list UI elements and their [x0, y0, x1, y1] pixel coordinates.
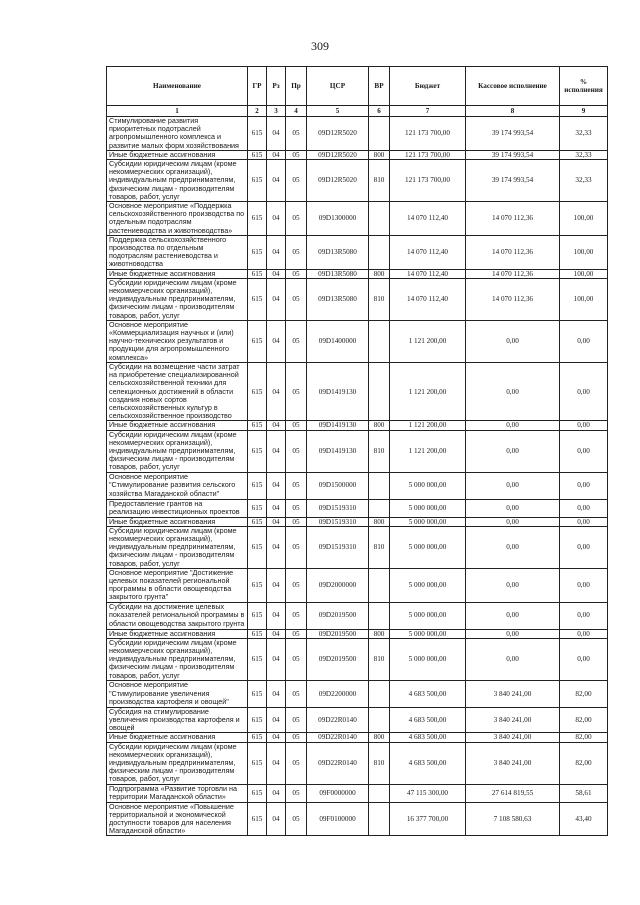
cell-csr: 09D1300000 — [307, 202, 369, 236]
cell-cash: 0,00 — [466, 602, 560, 629]
cell-rz: 04 — [267, 472, 286, 499]
table-row — [107, 602, 608, 629]
cell-vr — [369, 568, 390, 602]
cell-cash: 0,00 — [466, 526, 560, 568]
table-row — [107, 362, 608, 420]
cell-pct: 100,00 — [560, 202, 608, 236]
cell-budget: 5 000 000,00 — [390, 629, 466, 638]
cell-budget: 121 173 700,00 — [390, 150, 466, 159]
table-row — [107, 568, 608, 602]
cell-rz: 04 — [267, 202, 286, 236]
cell-pr: 05 — [286, 638, 307, 680]
cell-gr: 615 — [248, 517, 267, 526]
cell-rz: 04 — [267, 742, 286, 784]
cell-cash: 27 614 819,55 — [466, 784, 560, 802]
table-row — [107, 430, 608, 472]
cell-pct: 0,00 — [560, 362, 608, 420]
cell-gr: 615 — [248, 430, 267, 472]
cell-vr — [369, 602, 390, 629]
cell-budget: 1 121 200,00 — [390, 362, 466, 420]
cell-budget: 5 000 000,00 — [390, 517, 466, 526]
cell-rz: 04 — [267, 430, 286, 472]
cell-vr: 810 — [369, 278, 390, 320]
table-row — [107, 784, 608, 802]
page-number: 309 — [311, 39, 329, 53]
cell-csr: 09D2019500 — [307, 602, 369, 629]
cell-vr — [369, 320, 390, 362]
cell-pr: 05 — [286, 499, 307, 517]
cell-pct: 82,00 — [560, 680, 608, 707]
cell-rz: 04 — [267, 602, 286, 629]
cell-pr: 05 — [286, 802, 307, 836]
cell-cash: 14 070 112,36 — [466, 202, 560, 236]
cell-rz: 04 — [267, 802, 286, 836]
table-row — [107, 499, 608, 517]
cell-rz: 04 — [267, 629, 286, 638]
table-row — [107, 526, 608, 568]
cell-cash: 0,00 — [466, 430, 560, 472]
cell-name: Иные бюджетные ассигнования — [107, 269, 248, 278]
cell-pr: 05 — [286, 680, 307, 707]
cell-cash: 0,00 — [466, 472, 560, 499]
cell-vr: 800 — [369, 150, 390, 159]
cell-pr: 05 — [286, 430, 307, 472]
cell-rz: 04 — [267, 680, 286, 707]
cell-budget: 4 683 500,00 — [390, 680, 466, 707]
cell-vr — [369, 235, 390, 269]
cell-pct: 82,00 — [560, 707, 608, 733]
cell-name: Иные бюджетные ассигнования — [107, 733, 248, 742]
cell-vr: 800 — [369, 517, 390, 526]
cell-csr: 09D2019500 — [307, 638, 369, 680]
cell-gr: 615 — [248, 802, 267, 836]
cell-rz: 04 — [267, 638, 286, 680]
table-row — [107, 117, 608, 151]
table-row — [107, 707, 608, 733]
cell-pct: 0,00 — [560, 421, 608, 430]
cell-name: Основное мероприятие «Коммерциализация научных и (или) научно-технических результатов и продукции для агропромышленного комплекса» — [107, 320, 248, 362]
cell-vr: 810 — [369, 430, 390, 472]
cell-pr: 05 — [286, 362, 307, 420]
cell-name: Основное мероприятие "Стимулирование развития сельского хозяйства Магаданской области" — [107, 472, 248, 499]
cell-csr: 09D22R0140 — [307, 742, 369, 784]
cell-rz: 04 — [267, 235, 286, 269]
cell-vr — [369, 707, 390, 733]
cell-pct: 0,00 — [560, 517, 608, 526]
table-row — [107, 269, 608, 278]
cell-pr: 05 — [286, 742, 307, 784]
cell-budget: 47 115 300,00 — [390, 784, 466, 802]
cell-rz: 04 — [267, 160, 286, 202]
cell-gr: 615 — [248, 269, 267, 278]
cell-name: Субсидии на достижение целевых показателей региональной программы в области овощеводства закрытого грунта — [107, 602, 248, 629]
cell-pr: 05 — [286, 117, 307, 151]
cell-csr: 09D1419130 — [307, 430, 369, 472]
column-numbers-row — [107, 106, 608, 117]
table-row — [107, 680, 608, 707]
cell-pct: 43,40 — [560, 802, 608, 836]
cell-gr: 615 — [248, 320, 267, 362]
cell-cash: 14 070 112,36 — [466, 235, 560, 269]
cell-vr — [369, 802, 390, 836]
cell-pr: 05 — [286, 472, 307, 499]
cell-rz: 04 — [267, 568, 286, 602]
cell-csr: 09F0000000 — [307, 784, 369, 802]
cell-gr: 615 — [248, 629, 267, 638]
cell-cash: 3 840 241,00 — [466, 680, 560, 707]
cell-gr: 615 — [248, 568, 267, 602]
cell-budget: 16 377 700,00 — [390, 802, 466, 836]
column-number: 1 — [107, 106, 248, 117]
cell-budget: 4 683 500,00 — [390, 707, 466, 733]
cell-pr: 05 — [286, 707, 307, 733]
cell-pct: 0,00 — [560, 499, 608, 517]
budget-execution-table — [106, 66, 608, 836]
table-row — [107, 320, 608, 362]
header-cash: Кассовое исполнение — [466, 67, 560, 106]
cell-budget: 14 070 112,40 — [390, 235, 466, 269]
cell-cash: 0,00 — [466, 517, 560, 526]
cell-name: Основное мероприятие «Повышение территориальной и экономической доступности товаров для населения Магаданской области» — [107, 802, 248, 836]
column-number: 3 — [267, 106, 286, 117]
cell-gr: 615 — [248, 235, 267, 269]
table-row — [107, 235, 608, 269]
cell-cash: 0,00 — [466, 568, 560, 602]
cell-csr: 09D12R5020 — [307, 117, 369, 151]
cell-gr: 615 — [248, 733, 267, 742]
cell-budget: 4 683 500,00 — [390, 733, 466, 742]
column-number: 5 — [307, 106, 369, 117]
cell-gr: 615 — [248, 784, 267, 802]
cell-pct: 0,00 — [560, 472, 608, 499]
cell-rz: 04 — [267, 150, 286, 159]
cell-pct: 100,00 — [560, 235, 608, 269]
cell-csr: 09D2019500 — [307, 629, 369, 638]
cell-budget: 5 000 000,00 — [390, 602, 466, 629]
cell-cash: 0,00 — [466, 362, 560, 420]
cell-csr: 09D22R0140 — [307, 733, 369, 742]
header-gr: ГР — [248, 67, 267, 106]
cell-rz: 04 — [267, 733, 286, 742]
cell-name: Субсидии юридическим лицам (кроме некоммерческих организаций), индивидуальным предпринимателям, физическим лицам - производителям товаров, работ, услуг — [107, 430, 248, 472]
cell-pr: 05 — [286, 160, 307, 202]
cell-pct: 82,00 — [560, 733, 608, 742]
table-row — [107, 278, 608, 320]
cell-cash: 3 840 241,00 — [466, 733, 560, 742]
table-row — [107, 742, 608, 784]
cell-pct: 0,00 — [560, 638, 608, 680]
cell-budget: 5 000 000,00 — [390, 499, 466, 517]
table-row — [107, 733, 608, 742]
column-number: 6 — [369, 106, 390, 117]
cell-name: Подпрограмма «Развитие торговли на территории Магаданской области» — [107, 784, 248, 802]
cell-csr: 09F0100000 — [307, 802, 369, 836]
column-number: 7 — [390, 106, 466, 117]
cell-budget: 121 173 700,00 — [390, 117, 466, 151]
cell-csr: 09D13R5080 — [307, 235, 369, 269]
cell-csr: 09D1519310 — [307, 499, 369, 517]
cell-rz: 04 — [267, 526, 286, 568]
table-row — [107, 472, 608, 499]
cell-budget: 121 173 700,00 — [390, 160, 466, 202]
cell-cash: 0,00 — [466, 320, 560, 362]
table-row — [107, 202, 608, 236]
cell-csr: 09D2200000 — [307, 680, 369, 707]
cell-gr: 615 — [248, 742, 267, 784]
cell-vr — [369, 362, 390, 420]
header-rz: Рз — [267, 67, 286, 106]
cell-gr: 615 — [248, 362, 267, 420]
cell-csr: 09D1519310 — [307, 517, 369, 526]
cell-vr: 810 — [369, 742, 390, 784]
cell-name: Иные бюджетные ассигнования — [107, 150, 248, 159]
cell-budget: 4 683 500,00 — [390, 742, 466, 784]
table-row — [107, 638, 608, 680]
column-number: 8 — [466, 106, 560, 117]
cell-name: Поддержка сельскохозяйственного производства по отдельным подотраслям растениеводства и животноводства — [107, 235, 248, 269]
cell-vr: 810 — [369, 638, 390, 680]
cell-gr: 615 — [248, 499, 267, 517]
cell-pct: 0,00 — [560, 430, 608, 472]
cell-pr: 05 — [286, 278, 307, 320]
cell-name: Субсидии юридическим лицам (кроме некоммерческих организаций), индивидуальным предпринимателям, физическим лицам - производителям товаров, работ, услуг — [107, 526, 248, 568]
cell-vr: 810 — [369, 160, 390, 202]
cell-name: Субсидия на стимулирование увеличения производства картофеля и овощей — [107, 707, 248, 733]
cell-budget: 5 000 000,00 — [390, 638, 466, 680]
column-number: 2 — [248, 106, 267, 117]
cell-cash: 3 840 241,00 — [466, 707, 560, 733]
header-budget: Бюджет — [390, 67, 466, 106]
cell-pct: 0,00 — [560, 526, 608, 568]
cell-csr: 09D1519310 — [307, 526, 369, 568]
cell-pct: 58,61 — [560, 784, 608, 802]
cell-csr: 09D13R5080 — [307, 269, 369, 278]
cell-rz: 04 — [267, 421, 286, 430]
cell-csr: 09D1400000 — [307, 320, 369, 362]
header-name: Наименование — [107, 67, 248, 106]
header-csr: ЦСР — [307, 67, 369, 106]
cell-gr: 615 — [248, 472, 267, 499]
cell-name: Субсидии юридическим лицам (кроме некоммерческих организаций), индивидуальным предпринимателям, физическим лицам - производителям товаров, работ, услуг — [107, 742, 248, 784]
cell-vr: 800 — [369, 421, 390, 430]
cell-pct: 100,00 — [560, 269, 608, 278]
cell-cash: 14 070 112,36 — [466, 278, 560, 320]
cell-rz: 04 — [267, 517, 286, 526]
cell-name: Иные бюджетные ассигнования — [107, 629, 248, 638]
cell-vr — [369, 680, 390, 707]
cell-pct: 82,00 — [560, 742, 608, 784]
cell-budget: 1 121 200,00 — [390, 430, 466, 472]
cell-csr: 09D1500000 — [307, 472, 369, 499]
cell-pr: 05 — [286, 202, 307, 236]
cell-budget: 5 000 000,00 — [390, 568, 466, 602]
cell-name: Иные бюджетные ассигнования — [107, 421, 248, 430]
cell-gr: 615 — [248, 680, 267, 707]
cell-rz: 04 — [267, 784, 286, 802]
cell-vr — [369, 472, 390, 499]
cell-name: Субсидии юридическим лицам (кроме некоммерческих организаций), индивидуальным предпринимателям, физическим лицам - производителям товаров, работ, услуг — [107, 638, 248, 680]
cell-gr: 615 — [248, 707, 267, 733]
cell-pct: 32,33 — [560, 150, 608, 159]
table-row — [107, 802, 608, 836]
header-pct: % исполнения — [560, 67, 608, 106]
cell-pct: 0,00 — [560, 320, 608, 362]
cell-vr: 800 — [369, 269, 390, 278]
cell-pr: 05 — [286, 629, 307, 638]
cell-cash: 0,00 — [466, 421, 560, 430]
cell-vr — [369, 202, 390, 236]
cell-pct: 32,33 — [560, 117, 608, 151]
cell-vr — [369, 784, 390, 802]
header-pr: Пр — [286, 67, 307, 106]
cell-gr: 615 — [248, 160, 267, 202]
cell-cash: 0,00 — [466, 499, 560, 517]
table-header-row — [107, 67, 608, 106]
cell-name: Иные бюджетные ассигнования — [107, 517, 248, 526]
cell-name: Субсидии юридическим лицам (кроме некоммерческих организаций), индивидуальным предпринимателям, физическим лицам - производителям товаров, работ, услуг — [107, 278, 248, 320]
table-row — [107, 629, 608, 638]
cell-rz: 04 — [267, 269, 286, 278]
cell-gr: 615 — [248, 421, 267, 430]
cell-pct: 0,00 — [560, 629, 608, 638]
cell-budget: 5 000 000,00 — [390, 526, 466, 568]
cell-pr: 05 — [286, 602, 307, 629]
cell-gr: 615 — [248, 150, 267, 159]
cell-budget: 1 121 200,00 — [390, 320, 466, 362]
cell-pr: 05 — [286, 784, 307, 802]
cell-pct: 32,33 — [560, 160, 608, 202]
cell-budget: 1 121 200,00 — [390, 421, 466, 430]
cell-pr: 05 — [286, 320, 307, 362]
cell-rz: 04 — [267, 117, 286, 151]
cell-name: Предоставление грантов на реализацию инвестиционных проектов — [107, 499, 248, 517]
cell-pr: 05 — [286, 269, 307, 278]
cell-pr: 05 — [286, 150, 307, 159]
column-number: 4 — [286, 106, 307, 117]
cell-csr: 09D13R5080 — [307, 278, 369, 320]
cell-cash: 14 070 112,36 — [466, 269, 560, 278]
cell-rz: 04 — [267, 320, 286, 362]
cell-rz: 04 — [267, 499, 286, 517]
cell-pct: 0,00 — [560, 602, 608, 629]
cell-name: Субсидии на возмещение части затрат на приобретение специализированной сельскохозяйственной техники для селекционных достижений в области создания новых сортов сельскохозяйственных культур в сельскохозяйственное производство — [107, 362, 248, 420]
cell-csr: 09D12R5020 — [307, 150, 369, 159]
cell-pr: 05 — [286, 517, 307, 526]
cell-pr: 05 — [286, 421, 307, 430]
cell-name: Субсидии юридическим лицам (кроме некоммерческих организаций), индивидуальным предпринимателям, физическим лицам - производителям товаров, работ, услуг — [107, 160, 248, 202]
cell-cash: 39 174 993,54 — [466, 117, 560, 151]
header-vr: ВР — [369, 67, 390, 106]
cell-pr: 05 — [286, 235, 307, 269]
cell-cash: 39 174 993,54 — [466, 150, 560, 159]
cell-budget: 14 070 112,40 — [390, 269, 466, 278]
cell-csr: 09D12R5020 — [307, 160, 369, 202]
cell-gr: 615 — [248, 202, 267, 236]
table-body — [107, 117, 608, 836]
cell-vr — [369, 117, 390, 151]
cell-pr: 05 — [286, 733, 307, 742]
table-row — [107, 517, 608, 526]
cell-pr: 05 — [286, 568, 307, 602]
cell-vr: 810 — [369, 526, 390, 568]
cell-budget: 14 070 112,40 — [390, 278, 466, 320]
cell-csr: 09D1419130 — [307, 362, 369, 420]
cell-pct: 0,00 — [560, 568, 608, 602]
cell-cash: 0,00 — [466, 629, 560, 638]
cell-csr: 09D22R0140 — [307, 707, 369, 733]
column-number: 9 — [560, 106, 608, 117]
cell-cash: 0,00 — [466, 638, 560, 680]
cell-vr: 800 — [369, 629, 390, 638]
cell-vr — [369, 499, 390, 517]
cell-csr: 09D2000000 — [307, 568, 369, 602]
cell-name: Основное мероприятие "Достижение целевых показателей региональной программы в области овощеводства закрытого грунта" — [107, 568, 248, 602]
cell-cash: 3 840 241,00 — [466, 742, 560, 784]
cell-gr: 615 — [248, 278, 267, 320]
cell-pct: 100,00 — [560, 278, 608, 320]
cell-pr: 05 — [286, 526, 307, 568]
table-row — [107, 421, 608, 430]
cell-cash: 7 108 580,63 — [466, 802, 560, 836]
cell-csr: 09D1419130 — [307, 421, 369, 430]
cell-gr: 615 — [248, 638, 267, 680]
cell-vr: 800 — [369, 733, 390, 742]
cell-name: Основное мероприятие «Поддержка сельскохозяйственного производства по отдельным подотраслям растениеводства и животноводства» — [107, 202, 248, 236]
cell-budget: 14 070 112,40 — [390, 202, 466, 236]
cell-gr: 615 — [248, 117, 267, 151]
cell-gr: 615 — [248, 526, 267, 568]
cell-name: Основное мероприятие "Стимулирование увеличения производства картофеля и овощей" — [107, 680, 248, 707]
cell-gr: 615 — [248, 602, 267, 629]
cell-name: Стимулирование развития приоритетных подотраслей агропромышленного комплекса и развитие малых форм хозяйствования — [107, 117, 248, 151]
cell-rz: 04 — [267, 707, 286, 733]
table-row — [107, 160, 608, 202]
cell-rz: 04 — [267, 278, 286, 320]
cell-budget: 5 000 000,00 — [390, 472, 466, 499]
cell-cash: 39 174 993,54 — [466, 160, 560, 202]
cell-rz: 04 — [267, 362, 286, 420]
